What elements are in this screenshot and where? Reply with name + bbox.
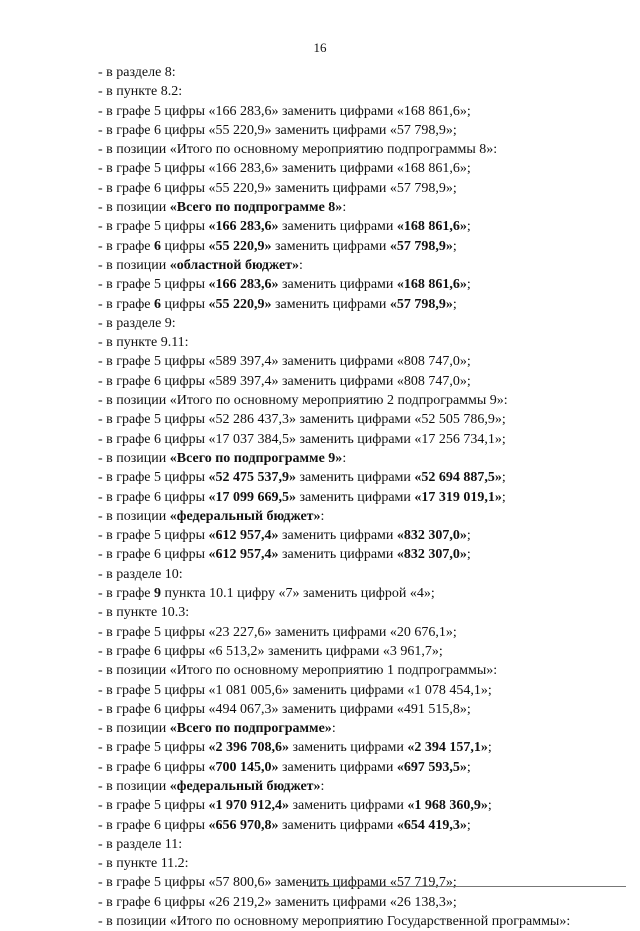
bold-text: «52 694 887,5» xyxy=(414,470,502,486)
line-text: - в графе 6 цифры «55 220,9» заменить цифрами «57 798,9»; xyxy=(98,180,457,196)
line-text: - в графе 6 цифры xyxy=(98,817,209,833)
line-text: - в позиции xyxy=(98,721,170,737)
amendment-line xyxy=(98,758,620,777)
amendment-line xyxy=(98,893,620,912)
bold-text: «Всего по подпрограмме 9» xyxy=(169,450,343,466)
line-text: ; xyxy=(466,817,471,833)
amendment-line xyxy=(98,526,620,545)
amendment-line xyxy=(98,275,620,294)
line-text: - в графе 6 цифры «589 397,4» заменить цифрами «808 747,0»; xyxy=(98,373,471,389)
bold-text: «Всего по подпрограмме» xyxy=(169,721,332,737)
line-text: : xyxy=(342,200,347,216)
line-text: ; xyxy=(501,470,506,486)
line-text: ; xyxy=(466,759,471,775)
bold-text: «166 283,6» xyxy=(208,219,279,235)
amendment-line xyxy=(98,642,620,661)
bold-text: «областной бюджет» xyxy=(169,257,300,273)
line-text: - в графе 5 цифры «166 283,6» заменить цифрами «168 861,6»; xyxy=(98,161,471,177)
line-text: - в разделе 9: xyxy=(98,315,176,331)
bold-text: 6 xyxy=(154,296,162,312)
bold-text: «52 475 537,9» xyxy=(208,470,296,486)
line-text: - в позиции «Итого по основному мероприятию подпрограммы 8»: xyxy=(98,142,498,158)
amendment-line xyxy=(98,623,620,642)
amendment-line xyxy=(98,681,620,700)
line-text: заменить цифрами xyxy=(295,489,415,505)
amendment-line xyxy=(98,700,620,719)
line-text: - в графе 5 цифры «57 800,6» заменить цифрами «57 719,7»; xyxy=(98,875,457,891)
amendment-line xyxy=(98,102,620,121)
line-text: - в пункте 8.2: xyxy=(98,84,183,100)
bold-text: «17 319 019,1» xyxy=(414,489,502,505)
bold-text: «832 307,0» xyxy=(396,528,467,544)
bold-text: «57 798,9» xyxy=(389,238,453,254)
line-text: : xyxy=(331,721,336,737)
amendment-line xyxy=(98,179,620,198)
line-text: цифры xyxy=(161,238,209,254)
bold-text: «федеральный бюджет» xyxy=(169,508,321,524)
amendment-line xyxy=(98,256,620,275)
line-text: ; xyxy=(452,238,457,254)
line-text: заменить цифрами xyxy=(295,470,415,486)
line-text: - в графе 5 цифры «589 397,4» заменить цифрами «808 747,0»; xyxy=(98,354,471,370)
amendment-line xyxy=(98,661,620,680)
line-text: - в разделе 10: xyxy=(98,566,183,582)
line-text: ; xyxy=(501,489,506,505)
line-text: - в позиции «Итого по основному мероприятию 1 подпрограммы»: xyxy=(98,663,498,679)
amendment-line xyxy=(98,333,620,352)
amendment-line xyxy=(98,352,620,371)
amendment-line xyxy=(98,140,620,159)
bold-text: «17 099 669,5» xyxy=(208,489,296,505)
amendment-line xyxy=(98,873,620,892)
line-text: заменить цифрами xyxy=(271,296,390,312)
line-text: заменить цифрами xyxy=(278,759,397,775)
bold-text: 6 xyxy=(154,238,162,254)
bold-text: «612 957,4» xyxy=(208,547,279,563)
bold-text: «1 970 912,4» xyxy=(208,798,289,814)
line-text: - в позиции xyxy=(98,778,170,794)
bold-text: «2 396 708,6» xyxy=(208,740,289,756)
bold-text: «55 220,9» xyxy=(208,296,272,312)
bold-text: «612 957,4» xyxy=(208,528,279,544)
line-text: - в пункте 9.11: xyxy=(98,335,189,351)
line-text: - в разделе 8: xyxy=(98,65,176,80)
line-text: заменить цифрами xyxy=(278,817,397,833)
line-text: - в позиции «Итого по основному мероприятию Государственной программы»: xyxy=(98,914,571,930)
line-text: - в графе 6 цифры «494 067,3» заменить цифрами «491 515,8»; xyxy=(98,701,471,717)
line-text: ; xyxy=(452,296,457,312)
bold-text: «832 307,0» xyxy=(396,547,467,563)
amendment-line xyxy=(98,159,620,178)
amendment-line xyxy=(98,430,620,449)
amendment-line xyxy=(98,719,620,738)
line-text: - в графе 5 цифры xyxy=(98,798,209,814)
line-text: ; xyxy=(466,547,471,563)
amendment-line xyxy=(98,82,620,101)
line-text: цифры xyxy=(161,296,209,312)
line-text: - в пункте 11.2: xyxy=(98,856,189,872)
line-text: - в позиции xyxy=(98,508,170,524)
amendment-line xyxy=(98,603,620,622)
line-text: : xyxy=(320,778,325,794)
amendment-line xyxy=(98,314,620,333)
line-text: - в графе 5 цифры xyxy=(98,470,209,486)
line-text: - в графе 6 цифры xyxy=(98,759,209,775)
amendment-line xyxy=(98,545,620,564)
line-text: - в графе 5 цифры xyxy=(98,277,209,293)
bold-text: «654 419,3» xyxy=(396,817,467,833)
amendment-line xyxy=(98,835,620,854)
line-text: заменить цифрами xyxy=(278,277,397,293)
line-text: заменить цифрами xyxy=(278,219,397,235)
line-text: - в графе xyxy=(98,296,155,312)
line-text: - в графе 5 цифры xyxy=(98,219,209,235)
bold-text: «697 593,5» xyxy=(396,759,467,775)
amendment-line xyxy=(98,816,620,835)
line-text: - в пункте 10.3: xyxy=(98,605,190,621)
line-text: - в графе 6 цифры «17 037 384,5» заменить цифрами «17 256 734,1»; xyxy=(98,431,506,447)
amendment-list xyxy=(98,63,620,931)
amendment-line xyxy=(98,198,620,217)
line-text: - в графе 5 цифры «166 283,6» заменить цифрами «168 861,6»; xyxy=(98,103,471,119)
bold-text: «Всего по подпрограмме 8» xyxy=(169,200,343,216)
amendment-line xyxy=(98,912,620,931)
bold-text: «55 220,9» xyxy=(208,238,272,254)
line-text: ; xyxy=(487,740,492,756)
line-text: - в графе 5 цифры xyxy=(98,740,209,756)
line-text: - в позиции «Итого по основному мероприятию 2 подпрограммы 9»: xyxy=(98,393,508,409)
amendment-line xyxy=(98,796,620,815)
line-text: - в графе 5 цифры «1 081 005,6» заменить цифрами «1 078 454,1»; xyxy=(98,682,492,698)
amendment-line xyxy=(98,854,620,873)
line-text: ; xyxy=(466,528,471,544)
line-text: - в графе 6 цифры «26 219,2» заменить цифрами «26 138,3»; xyxy=(98,894,457,910)
line-text: - в позиции xyxy=(98,257,170,273)
bold-text: «700 145,0» xyxy=(208,759,279,775)
line-text: - в графе 5 цифры «52 286 437,3» заменить цифрами «52 505 786,9»; xyxy=(98,412,506,428)
footer-rule xyxy=(308,886,626,887)
line-text: ; xyxy=(487,798,492,814)
amendment-line xyxy=(98,565,620,584)
bold-text: «2 394 157,1» xyxy=(407,740,488,756)
amendment-line xyxy=(98,468,620,487)
line-text: ; xyxy=(466,219,471,235)
line-text: - в графе 5 цифры xyxy=(98,528,209,544)
line-text: - в графе 5 цифры «23 227,6» заменить цифрами «20 676,1»; xyxy=(98,624,457,640)
amendment-line xyxy=(98,217,620,236)
amendment-line xyxy=(98,121,620,140)
line-text: - в графе xyxy=(98,586,155,602)
line-text: - в разделе 11: xyxy=(98,836,183,852)
line-text: : xyxy=(299,257,303,273)
line-text: - в графе 6 цифры «55 220,9» заменить цифрами «57 798,9»; xyxy=(98,122,457,138)
line-text: - в графе 6 цифры «6 513,2» заменить цифрами «3 961,7»; xyxy=(98,643,443,659)
line-text: - в графе xyxy=(98,238,155,254)
amendment-line xyxy=(98,237,620,256)
amendment-line xyxy=(98,507,620,526)
line-text: - в графе 6 цифры xyxy=(98,489,209,505)
amendment-line xyxy=(98,584,620,603)
line-text: : xyxy=(320,508,325,524)
line-text: заменить цифрами xyxy=(278,528,397,544)
bold-text: «федеральный бюджет» xyxy=(169,778,321,794)
bold-text: «57 798,9» xyxy=(389,296,453,312)
bold-text: 9 xyxy=(154,586,162,602)
line-text: - в позиции xyxy=(98,450,170,466)
bold-text: «166 283,6» xyxy=(208,277,279,293)
bold-text: «168 861,6» xyxy=(396,277,467,293)
line-text: - в позиции xyxy=(98,200,170,216)
bold-text: «656 970,8» xyxy=(208,817,279,833)
amendment-line xyxy=(98,63,620,82)
amendment-line xyxy=(98,410,620,429)
amendment-line xyxy=(98,295,620,314)
amendment-line xyxy=(98,777,620,796)
line-text: - в графе 6 цифры xyxy=(98,547,209,563)
bold-text: «168 861,6» xyxy=(396,219,467,235)
bold-text: «1 968 360,9» xyxy=(407,798,488,814)
line-text: заменить цифрами xyxy=(278,547,397,563)
line-text: ; xyxy=(466,277,471,293)
line-text: : xyxy=(342,450,347,466)
amendment-line xyxy=(98,391,620,410)
line-text: заменить цифрами xyxy=(288,798,408,814)
line-text: заменить цифрами xyxy=(288,740,408,756)
amendment-line xyxy=(98,449,620,468)
amendment-line xyxy=(98,372,620,391)
page-number: 16 xyxy=(313,40,327,55)
amendment-line xyxy=(98,488,620,507)
amendment-line xyxy=(98,738,620,757)
line-text: пункта 10.1 цифру «7» заменить цифрой «4»; xyxy=(161,586,435,602)
line-text: заменить цифрами xyxy=(271,238,390,254)
